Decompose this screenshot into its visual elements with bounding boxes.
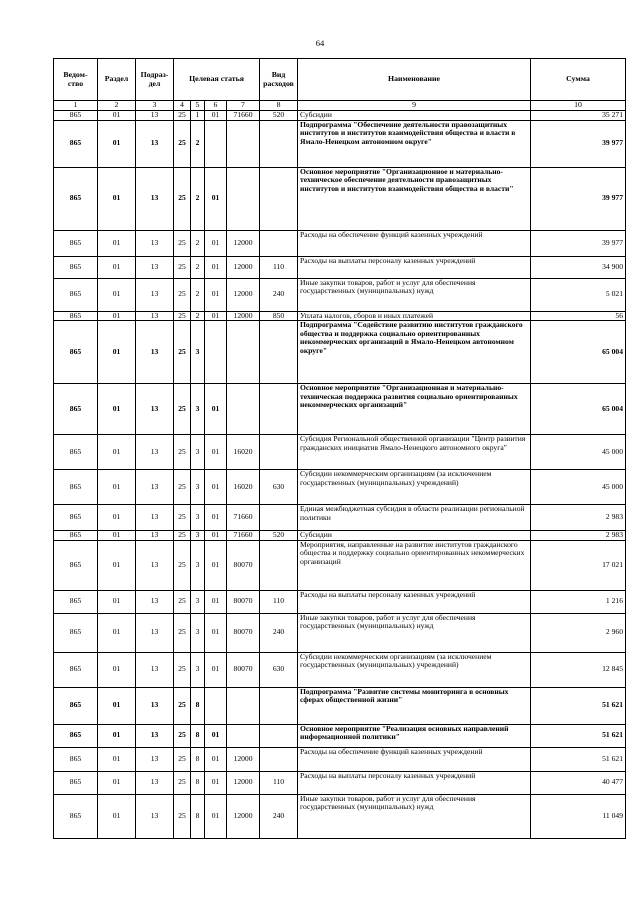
target-subprogram-cell: 2 — [191, 120, 205, 167]
expense-type-cell: 520 — [260, 531, 298, 541]
target-event-cell — [205, 120, 227, 167]
table-row — [54, 794, 626, 838]
name-cell: Расходы на обеспечение функций казенных учреждений — [298, 747, 531, 771]
target-subprogram-cell: 3 — [191, 321, 205, 384]
table-row — [54, 311, 626, 321]
header-vid-rashodov: Вид расходов — [260, 59, 298, 101]
header-vedomstvo: Ведом-ство — [54, 59, 98, 101]
target-program-cell: 25 — [174, 652, 191, 687]
razdel-cell: 01 — [98, 652, 136, 687]
target-event-cell: 01 — [205, 724, 227, 747]
sum-cell: 17 021 — [531, 540, 626, 590]
target-direction-cell: 12000 — [227, 771, 260, 794]
target-subprogram-cell: 8 — [191, 794, 205, 838]
target-program-cell: 25 — [174, 321, 191, 384]
header-celevaya-statya: Целевая статья — [174, 59, 260, 101]
table-row — [54, 167, 626, 230]
sum-cell: 65 004 — [531, 321, 626, 384]
table-row — [54, 505, 626, 531]
razdel-cell: 01 — [98, 771, 136, 794]
target-event-cell: 01 — [205, 794, 227, 838]
target-subprogram-cell: 2 — [191, 167, 205, 230]
expense-type-cell: 240 — [260, 613, 298, 652]
target-direction-cell — [227, 167, 260, 230]
podrazdel-cell: 13 — [136, 613, 174, 652]
target-program-cell: 25 — [174, 747, 191, 771]
podrazdel-cell: 13 — [136, 724, 174, 747]
razdel-cell: 01 — [98, 613, 136, 652]
header-razdel: Раздел — [98, 59, 136, 101]
podrazdel-cell: 13 — [136, 311, 174, 321]
expense-type-cell: 240 — [260, 278, 298, 311]
vedomstvo-cell: 865 — [54, 435, 98, 470]
column-number: 9 — [298, 101, 531, 111]
target-direction-cell — [227, 321, 260, 384]
target-event-cell: 01 — [205, 540, 227, 590]
target-event-cell — [205, 321, 227, 384]
sum-cell: 12 845 — [531, 652, 626, 687]
expense-type-cell — [260, 230, 298, 256]
razdel-cell: 01 — [98, 531, 136, 541]
target-program-cell: 25 — [174, 120, 191, 167]
podrazdel-cell: 13 — [136, 540, 174, 590]
target-direction-cell — [227, 687, 260, 724]
target-direction-cell: 71660 — [227, 111, 260, 121]
sum-cell: 39 977 — [531, 167, 626, 230]
target-event-cell: 01 — [205, 652, 227, 687]
sum-cell: 51 621 — [531, 724, 626, 747]
razdel-cell: 01 — [98, 435, 136, 470]
expense-type-cell: 850 — [260, 311, 298, 321]
razdel-cell: 01 — [98, 111, 136, 121]
table-row — [54, 384, 626, 435]
target-program-cell: 25 — [174, 531, 191, 541]
sum-cell: 56 — [531, 311, 626, 321]
podrazdel-cell: 13 — [136, 687, 174, 724]
target-direction-cell: 80070 — [227, 652, 260, 687]
vedomstvo-cell: 865 — [54, 311, 98, 321]
sum-cell: 2 983 — [531, 505, 626, 531]
target-subprogram-cell: 3 — [191, 505, 205, 531]
name-cell: Уплата налогов, сборов и иных платежей — [298, 311, 531, 321]
razdel-cell: 01 — [98, 230, 136, 256]
razdel-cell: 01 — [98, 321, 136, 384]
table-row — [54, 111, 626, 121]
table-row — [54, 747, 626, 771]
target-direction-cell — [227, 384, 260, 435]
expense-type-cell — [260, 724, 298, 747]
name-cell: Подпрограмма "Содействие развитию институтов гражданского общества и поддержка социально ориентированных некоммерческих организаций в Ямало-Ненецком автономном округе" — [298, 321, 531, 384]
target-program-cell: 25 — [174, 724, 191, 747]
vedomstvo-cell: 865 — [54, 167, 98, 230]
vedomstvo-cell: 865 — [54, 724, 98, 747]
target-subprogram-cell: 3 — [191, 384, 205, 435]
sum-cell: 11 049 — [531, 794, 626, 838]
vedomstvo-cell: 865 — [54, 120, 98, 167]
expense-type-cell — [260, 120, 298, 167]
target-direction-cell: 71660 — [227, 505, 260, 531]
table-row — [54, 724, 626, 747]
vedomstvo-cell: 865 — [54, 771, 98, 794]
target-subprogram-cell: 2 — [191, 278, 205, 311]
target-subprogram-cell: 8 — [191, 687, 205, 724]
target-direction-cell: 80070 — [227, 540, 260, 590]
target-direction-cell: 16020 — [227, 435, 260, 470]
vedomstvo-cell: 865 — [54, 747, 98, 771]
name-cell: Расходы на обеспечение функций казенных учреждений — [298, 230, 531, 256]
razdel-cell: 01 — [98, 505, 136, 531]
target-direction-cell: 12000 — [227, 747, 260, 771]
target-event-cell: 01 — [205, 435, 227, 470]
target-direction-cell: 12000 — [227, 311, 260, 321]
expense-type-cell — [260, 747, 298, 771]
vedomstvo-cell: 865 — [54, 687, 98, 724]
target-event-cell: 01 — [205, 771, 227, 794]
target-event-cell: 01 — [205, 505, 227, 531]
podrazdel-cell: 13 — [136, 321, 174, 384]
podrazdel-cell: 13 — [136, 470, 174, 505]
header-podrazdel: Подраз-дел — [136, 59, 174, 101]
podrazdel-cell: 13 — [136, 111, 174, 121]
column-number: 5 — [191, 101, 205, 111]
sum-cell: 51 621 — [531, 747, 626, 771]
header-row — [54, 59, 626, 101]
target-program-cell: 25 — [174, 540, 191, 590]
name-cell: Подпрограмма "Развитие системы мониторинга в основных сферах общественной жизни" — [298, 687, 531, 724]
target-program-cell: 25 — [174, 505, 191, 531]
vedomstvo-cell: 865 — [54, 256, 98, 278]
column-number: 8 — [260, 101, 298, 111]
table-row — [54, 590, 626, 613]
sum-cell: 51 621 — [531, 687, 626, 724]
target-subprogram-cell: 3 — [191, 590, 205, 613]
vedomstvo-cell: 865 — [54, 652, 98, 687]
table-row — [54, 771, 626, 794]
expense-type-cell: 110 — [260, 256, 298, 278]
sum-cell: 1 216 — [531, 590, 626, 613]
target-event-cell: 01 — [205, 747, 227, 771]
vedomstvo-cell: 865 — [54, 470, 98, 505]
sum-cell: 45 000 — [531, 470, 626, 505]
target-event-cell: 01 — [205, 111, 227, 121]
expense-type-cell — [260, 384, 298, 435]
razdel-cell: 01 — [98, 747, 136, 771]
target-program-cell: 25 — [174, 613, 191, 652]
sum-cell: 40 477 — [531, 771, 626, 794]
sum-cell: 5 021 — [531, 278, 626, 311]
budget-table — [53, 58, 626, 839]
razdel-cell: 01 — [98, 590, 136, 613]
table-row — [54, 435, 626, 470]
target-event-cell: 01 — [205, 384, 227, 435]
target-direction-cell: 80070 — [227, 590, 260, 613]
target-program-cell: 25 — [174, 794, 191, 838]
name-cell: Субсидии — [298, 111, 531, 121]
column-number: 7 — [227, 101, 260, 111]
expense-type-cell — [260, 167, 298, 230]
table-row — [54, 230, 626, 256]
vedomstvo-cell: 865 — [54, 321, 98, 384]
target-direction-cell — [227, 120, 260, 167]
razdel-cell: 01 — [98, 120, 136, 167]
target-subprogram-cell: 2 — [191, 256, 205, 278]
razdel-cell: 01 — [98, 540, 136, 590]
expense-type-cell: 520 — [260, 111, 298, 121]
name-cell: Субсидии некоммерческим организациям (за исключением государственных (муниципальных) учреждений) — [298, 470, 531, 505]
sum-cell: 2 983 — [531, 531, 626, 541]
target-program-cell: 25 — [174, 384, 191, 435]
column-number: 1 — [54, 101, 98, 111]
name-cell: Единая межбюджетная субсидия в области реализации региональной политики — [298, 505, 531, 531]
podrazdel-cell: 13 — [136, 384, 174, 435]
target-direction-cell: 12000 — [227, 278, 260, 311]
target-program-cell: 25 — [174, 311, 191, 321]
podrazdel-cell: 13 — [136, 531, 174, 541]
table-row — [54, 470, 626, 505]
podrazdel-cell: 13 — [136, 278, 174, 311]
name-cell: Субсидии некоммерческим организациям (за исключением государственных (муниципальных) учреждений) — [298, 652, 531, 687]
target-program-cell: 25 — [174, 470, 191, 505]
vedomstvo-cell: 865 — [54, 505, 98, 531]
podrazdel-cell: 13 — [136, 652, 174, 687]
table-body — [54, 111, 626, 839]
target-event-cell: 01 — [205, 531, 227, 541]
target-program-cell: 25 — [174, 167, 191, 230]
column-number: 10 — [531, 101, 626, 111]
target-program-cell: 25 — [174, 590, 191, 613]
name-cell: Расходы на выплаты персоналу казенных учреждений — [298, 256, 531, 278]
table-row — [54, 531, 626, 541]
name-cell: Субсидии — [298, 531, 531, 541]
podrazdel-cell: 13 — [136, 167, 174, 230]
table-row — [54, 540, 626, 590]
razdel-cell: 01 — [98, 470, 136, 505]
sum-cell: 35 271 — [531, 111, 626, 121]
expense-type-cell — [260, 687, 298, 724]
table-row — [54, 613, 626, 652]
sum-cell: 39 977 — [531, 230, 626, 256]
target-subprogram-cell: 3 — [191, 531, 205, 541]
razdel-cell: 01 — [98, 384, 136, 435]
target-event-cell: 01 — [205, 590, 227, 613]
name-cell: Иные закупки товаров, работ и услуг для обеспечения государственных (муниципальных) нужд — [298, 278, 531, 311]
sum-cell: 2 960 — [531, 613, 626, 652]
table-row — [54, 652, 626, 687]
sum-cell: 39 977 — [531, 120, 626, 167]
sum-cell: 34 900 — [531, 256, 626, 278]
vedomstvo-cell: 865 — [54, 794, 98, 838]
name-cell: Иные закупки товаров, работ и услуг для обеспечения государственных (муниципальных) нужд — [298, 794, 531, 838]
table-row — [54, 256, 626, 278]
target-event-cell: 01 — [205, 278, 227, 311]
table-row — [54, 321, 626, 384]
name-cell: Мероприятия, направленные на развитие институтов гражданского общества и поддержку социально ориентированных некоммерческих организаций — [298, 540, 531, 590]
vedomstvo-cell: 865 — [54, 384, 98, 435]
name-cell: Иные закупки товаров, работ и услуг для обеспечения государственных (муниципальных) нужд — [298, 613, 531, 652]
target-direction-cell: 12000 — [227, 230, 260, 256]
expense-type-cell — [260, 321, 298, 384]
podrazdel-cell: 13 — [136, 771, 174, 794]
target-event-cell: 01 — [205, 256, 227, 278]
name-cell: Расходы на выплаты персоналу казенных учреждений — [298, 590, 531, 613]
table-row — [54, 120, 626, 167]
vedomstvo-cell: 865 — [54, 278, 98, 311]
expense-type-cell: 630 — [260, 652, 298, 687]
column-number: 6 — [205, 101, 227, 111]
expense-type-cell — [260, 540, 298, 590]
page-number: 64 — [315, 38, 325, 48]
target-subprogram-cell: 3 — [191, 613, 205, 652]
target-direction-cell: 12000 — [227, 256, 260, 278]
razdel-cell: 01 — [98, 687, 136, 724]
target-event-cell: 01 — [205, 470, 227, 505]
target-direction-cell: 80070 — [227, 613, 260, 652]
podrazdel-cell: 13 — [136, 794, 174, 838]
target-event-cell — [205, 687, 227, 724]
podrazdel-cell: 13 — [136, 120, 174, 167]
name-cell: Основное мероприятие "Организационное и материально-техническое обеспечение деятельности правозащитных институтов и институтов взаимодействия общества и власти" — [298, 167, 531, 230]
podrazdel-cell: 13 — [136, 505, 174, 531]
header-naimenovanie: Наименование — [298, 59, 531, 101]
podrazdel-cell: 13 — [136, 435, 174, 470]
sum-cell: 65 004 — [531, 384, 626, 435]
name-cell: Подпрограмма "Обеспечение деятельности правозащитных институтов и институтов взаимодействия общества и власти в Ямало-Ненецком автономном округе" — [298, 120, 531, 167]
podrazdel-cell: 13 — [136, 256, 174, 278]
target-subprogram-cell: 8 — [191, 771, 205, 794]
target-subprogram-cell: 3 — [191, 470, 205, 505]
vedomstvo-cell: 865 — [54, 111, 98, 121]
razdel-cell: 01 — [98, 278, 136, 311]
name-cell: Основное мероприятие "Реализация основных направлений информационной политики" — [298, 724, 531, 747]
target-direction-cell: 16020 — [227, 470, 260, 505]
expense-type-cell — [260, 435, 298, 470]
target-program-cell: 25 — [174, 230, 191, 256]
target-subprogram-cell: 2 — [191, 311, 205, 321]
razdel-cell: 01 — [98, 167, 136, 230]
column-number: 4 — [174, 101, 191, 111]
target-subprogram-cell: 3 — [191, 540, 205, 590]
sum-cell: 45 000 — [531, 435, 626, 470]
column-number: 3 — [136, 101, 174, 111]
target-direction-cell: 71660 — [227, 531, 260, 541]
razdel-cell: 01 — [98, 794, 136, 838]
podrazdel-cell: 13 — [136, 747, 174, 771]
target-direction-cell: 12000 — [227, 794, 260, 838]
vedomstvo-cell: 865 — [54, 531, 98, 541]
vedomstvo-cell: 865 — [54, 230, 98, 256]
target-subprogram-cell: 8 — [191, 747, 205, 771]
name-cell: Субсидия Региональной общественной организации "Центр развития гражданских инициатив Ямало-Ненецкого автономного округа" — [298, 435, 531, 470]
table-row — [54, 278, 626, 311]
target-program-cell: 25 — [174, 278, 191, 311]
target-direction-cell — [227, 724, 260, 747]
vedomstvo-cell: 865 — [54, 613, 98, 652]
razdel-cell: 01 — [98, 256, 136, 278]
target-event-cell: 01 — [205, 167, 227, 230]
expense-type-cell: 630 — [260, 470, 298, 505]
vedomstvo-cell: 865 — [54, 590, 98, 613]
target-program-cell: 25 — [174, 256, 191, 278]
column-number-row — [54, 101, 626, 111]
vedomstvo-cell: 865 — [54, 540, 98, 590]
target-event-cell: 01 — [205, 230, 227, 256]
name-cell: Расходы на выплаты персоналу казенных учреждений — [298, 771, 531, 794]
podrazdel-cell: 13 — [136, 230, 174, 256]
column-number: 2 — [98, 101, 136, 111]
table-row — [54, 687, 626, 724]
target-event-cell: 01 — [205, 613, 227, 652]
target-subprogram-cell: 3 — [191, 652, 205, 687]
expense-type-cell — [260, 505, 298, 531]
target-subprogram-cell: 2 — [191, 230, 205, 256]
target-subprogram-cell: 8 — [191, 724, 205, 747]
target-program-cell: 25 — [174, 111, 191, 121]
expense-type-cell: 110 — [260, 771, 298, 794]
name-cell: Основное мероприятие "Организационная и материально-техническая поддержка развития социально ориентированных некоммерческих организаций" — [298, 384, 531, 435]
podrazdel-cell: 13 — [136, 590, 174, 613]
header-summa: Сумма — [531, 59, 626, 101]
target-event-cell: 01 — [205, 311, 227, 321]
target-subprogram-cell: 1 — [191, 111, 205, 121]
expense-type-cell: 240 — [260, 794, 298, 838]
target-program-cell: 25 — [174, 435, 191, 470]
razdel-cell: 01 — [98, 724, 136, 747]
razdel-cell: 01 — [98, 311, 136, 321]
target-program-cell: 25 — [174, 771, 191, 794]
target-subprogram-cell: 3 — [191, 435, 205, 470]
target-program-cell: 25 — [174, 687, 191, 724]
expense-type-cell: 110 — [260, 590, 298, 613]
